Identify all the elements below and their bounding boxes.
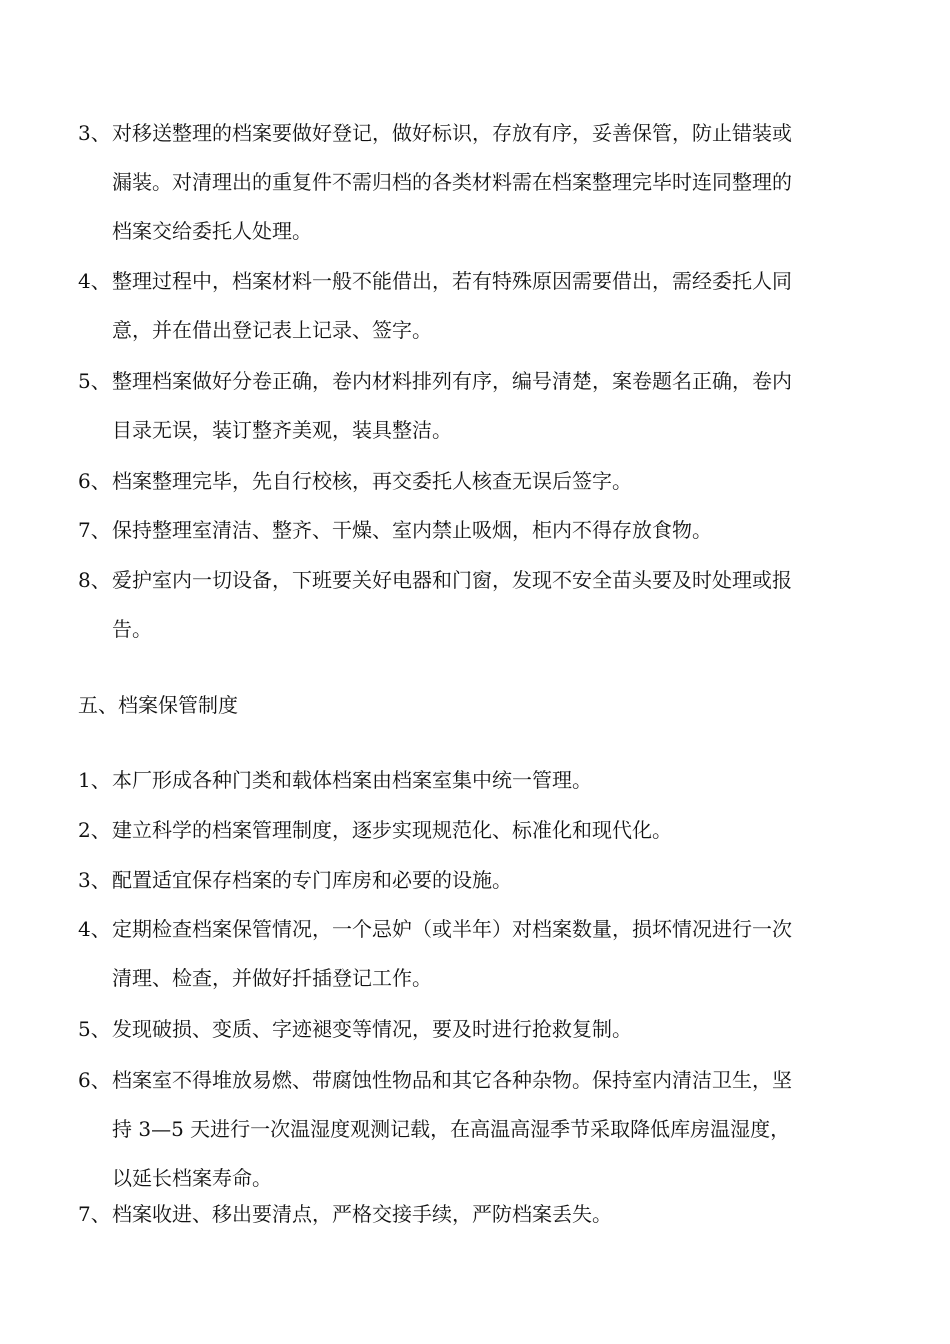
item-text-line: 以延长档案寿命。 bbox=[112, 1166, 272, 1190]
item-number: 4、 bbox=[78, 269, 111, 293]
item-number: 3、 bbox=[78, 121, 111, 145]
item-number: 7、 bbox=[78, 518, 111, 542]
list-item bbox=[78, 1056, 878, 1203]
item-text-line: 档案整理完毕，先自行校核，再交委托人核查无误后签字。 bbox=[112, 469, 632, 493]
item-text-line: 整理档案做好分卷正确，卷内材料排列有序，编号清楚，案卷题名正确，卷内 bbox=[112, 369, 792, 393]
item-text-line: 建立科学的档案管理制度，逐步实现规范化、标准化和现代化。 bbox=[112, 818, 672, 842]
item-text-line: 配置适宜保存档案的专门库房和必要的设施。 bbox=[112, 868, 512, 892]
list-item bbox=[78, 257, 878, 355]
list-item bbox=[78, 556, 878, 654]
list-item bbox=[78, 1005, 878, 1054]
item-text-line: 爱护室内一切设备，下班要关好电器和门窗，发现不安全苗头要及时处理或报 bbox=[112, 568, 792, 592]
item-number: 1、 bbox=[78, 768, 111, 792]
list-item bbox=[78, 109, 878, 256]
item-number: 6、 bbox=[78, 1068, 111, 1092]
item-number: 4、 bbox=[78, 917, 111, 941]
item-text-line: 清理、检查，并做好扦插登记工作。 bbox=[112, 966, 432, 990]
item-number: 3、 bbox=[78, 868, 111, 892]
item-text-line: 本厂形成各种门类和载体档案由档案室集中统一管理。 bbox=[112, 768, 592, 792]
item-text-line: 目录无误，装订整齐美观，装具整洁。 bbox=[112, 418, 452, 442]
list-item bbox=[78, 856, 878, 905]
list-item bbox=[78, 506, 878, 555]
list-item bbox=[78, 1190, 878, 1239]
list-item bbox=[78, 806, 878, 855]
item-number: 5、 bbox=[78, 369, 111, 393]
section-heading: 五、档案保管制度 bbox=[78, 693, 238, 717]
list-item bbox=[78, 905, 878, 1003]
item-number: 5、 bbox=[78, 1017, 111, 1041]
item-text-line: 档案收进、移出要清点，严格交接手续，严防档案丢失。 bbox=[112, 1202, 612, 1226]
list-item bbox=[78, 457, 878, 506]
item-text-line: 定期检查档案保管情况，一个忌妒（或半年）对档案数量，损坏情况进行一次 bbox=[112, 917, 792, 941]
item-number: 7、 bbox=[78, 1202, 111, 1226]
item-text-line: 整理过程中，档案材料一般不能借出，若有特殊原因需要借出，需经委托人同 bbox=[112, 269, 792, 293]
item-text-line: 保持整理室清洁、整齐、干燥、室内禁止吸烟，柜内不得存放食物。 bbox=[112, 518, 712, 542]
list-item bbox=[78, 756, 878, 805]
item-text-line: 意，并在借出登记表上记录、签字。 bbox=[112, 318, 432, 342]
item-number: 8、 bbox=[78, 568, 111, 592]
item-text-line: 对移送整理的档案要做好登记，做好标识，存放有序，妥善保管，防止错装或 bbox=[112, 121, 792, 145]
item-text-line: 告。 bbox=[112, 617, 152, 641]
item-number: 2、 bbox=[78, 818, 111, 842]
item-text-line: 档案室不得堆放易燃、带腐蚀性物品和其它各种杂物。保持室内清洁卫生，坚 bbox=[112, 1068, 792, 1092]
item-text-line: 持 3—5 天进行一次温湿度观测记载，在高温高湿季节采取降低库房温湿度， bbox=[112, 1117, 791, 1141]
item-number: 6、 bbox=[78, 469, 111, 493]
item-text-line: 档案交给委托人处理。 bbox=[112, 219, 312, 243]
item-text-line: 发现破损、变质、字迹褪变等情况，要及时进行抢救复制。 bbox=[112, 1017, 632, 1041]
list-item bbox=[78, 357, 878, 455]
item-text-line: 漏装。对清理出的重复件不需归档的各类材料需在档案整理完毕时连同整理的 bbox=[112, 170, 792, 194]
